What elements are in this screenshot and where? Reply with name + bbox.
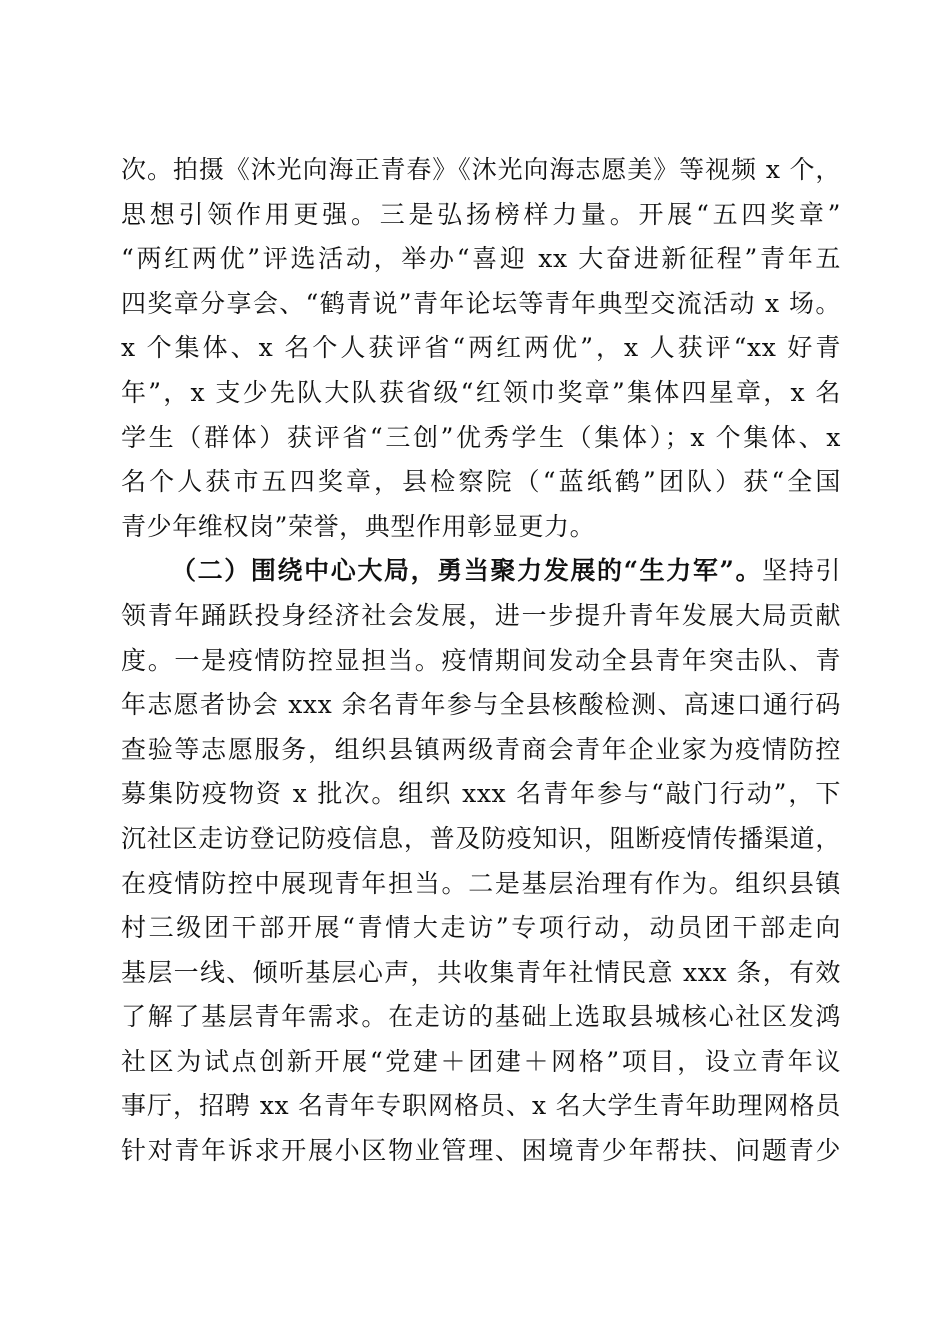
text-line: 名个人获市五四奖章，县检察院（“蓝纸鹤”团队）获“全国 [121, 467, 841, 497]
text-line: 查验等志愿服务，组织县镇两级青商会青年企业家为疫情防控 [121, 734, 841, 764]
text-line: 学生（群体）获评省“三创”优秀学生（集体）；x 个集体、x [121, 422, 841, 452]
text-line: 募集防疫物资 x 批次。组织 xxx 名青年参与“敲门行动”，下 [121, 779, 841, 809]
section-heading-line [121, 549, 841, 594]
text-line: 年志愿者协会 xxx 余名青年参与全县核酸检测、高速口通行码 [121, 690, 841, 720]
text-line: 基层一线、倾听基层心声，共收集青年社情民意 xxx 条，有效 [121, 957, 841, 987]
section-heading-continuation: 坚持引 [762, 556, 841, 586]
text-line: 在疫情防控中展现青年担当。二是基层治理有作为。组织县镇 [121, 868, 841, 898]
text-line: 领青年踊跃投身经济社会发展，进一步提升青年发展大局贡献 [121, 600, 841, 630]
text-line: “两红两优”评选活动，举办“喜迎 xx 大奋进新征程”青年五 [121, 244, 841, 274]
text-line: 青少年维权岗”荣誉，典型作用彰显更力。 [121, 511, 596, 541]
text-line: 事厅，招聘 xx 名青年专职网格员、x 名大学生青年助理网格员 [121, 1091, 841, 1121]
text-line: 沉社区走访登记防疫信息，普及防疫知识，阻断疫情传播渠道， [121, 823, 841, 853]
text-line: 了解了基层青年需求。在走访的基础上选取县城核心社区发鸿 [121, 1002, 841, 1032]
section-heading: （二）围绕中心大局，勇当聚力发展的“生力军”。 [171, 556, 763, 586]
text-line: 社区为试点创新开展“党建＋团建＋网格”项目，设立青年议 [121, 1046, 841, 1076]
text-line: 思想引领作用更强。三是弘扬榜样力量。开展“五四奖章” [121, 199, 841, 229]
body-text [121, 148, 841, 1174]
text-line: x 个集体、x 名个人获评省“两红两优”，x 人获评“xx 好青 [121, 333, 841, 363]
text-line: 四奖章分享会、“鹤青说”青年论坛等青年典型交流活动 x 场。 [121, 288, 841, 318]
text-line: 村三级团干部开展“青情大走访”专项行动，动员团干部走向 [121, 913, 841, 943]
text-line: 次。拍摄《沐光向海正青春》《沐光向海志愿美》等视频 x 个， [121, 155, 841, 184]
text-line: 度。一是疫情防控显担当。疫情期间发动全县青年突击队、青 [121, 645, 841, 675]
text-line: 针对青年诉求开展小区物业管理、困境青少年帮扶、问题青少 [121, 1136, 841, 1166]
text-line: 年”，x 支少先队大队获省级“红领巾奖章”集体四星章，x 名 [121, 377, 841, 407]
